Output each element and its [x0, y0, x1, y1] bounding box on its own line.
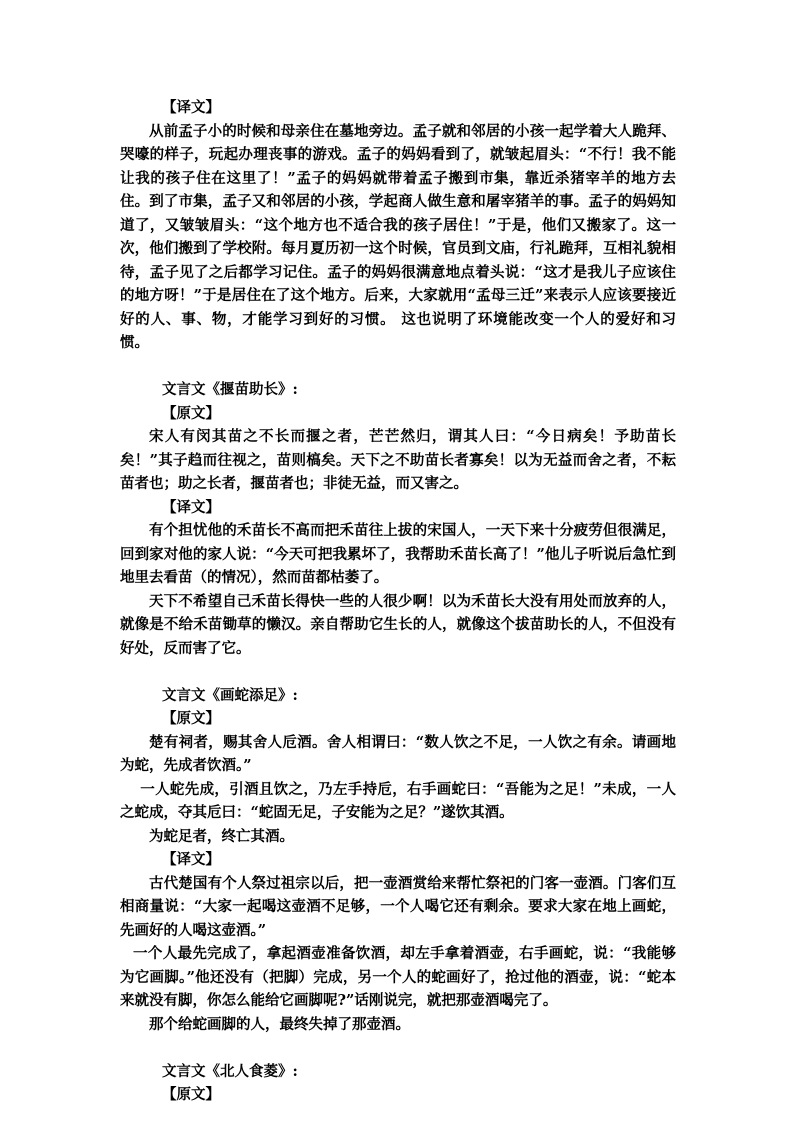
translation-paragraph: 那个给蛇画脚的人，最终失掉了那壶酒。: [149, 1015, 410, 1033]
translation-paragraph: 有个担忧他的禾苗长不高而把禾苗往上拔的宋国人，一天下来十分疲劳但很满足，回到家对他的家人说：“今天可把我累坏了，我帮助禾苗长高了！”他儿子听说后急忙到地里去看苗（的情况），然而苗都枯萎了。: [120, 522, 676, 586]
section-heading-translation: 【译文】: [162, 851, 220, 868]
translation-paragraph: 古代楚国有个人祭过祖宗以后，把一壶酒赏给来帮忙祭祀的门客一壶酒。门客们互相商量说：“大家一起喝这壶酒不足够，一个人喝它还有剩余。要求大家在地上画蛇，先画好的人喝这壶酒。”: [120, 874, 676, 939]
section-heading-original: 【原文】: [162, 710, 220, 727]
original-paragraph: 宋人有闵其苗之不长而揠之者，芒芒然归，谓其人曰：“今日病矣！予助苗长矣！”其子趋而往视之，苗则槁矣。天下之不助苗长者寡矣！以为无益而舍之者，不耘苗者也；助之长者，揠苗者也；非徒无益，而又害之。: [120, 428, 676, 492]
document-body: [120, 96, 676, 1107]
translation-paragraph: 一个人最先完成了，拿起酒壶准备饮酒，却左手拿着酒壶，右手画蛇，说：“我能够为它画脚。”他还没有（把脚）完成，另一个人的蛇画好了，抢过他的酒壶，说：“蛇本来就没有脚，你怎么能给它画脚呢?”话刚说完，就把那壶酒喝完了。: [120, 945, 676, 1009]
section-heading-original: 【原文】: [162, 1086, 220, 1103]
section-title: 文言文《北人食菱》:: [162, 1062, 298, 1080]
original-paragraph: 为蛇足者，终亡其酒。: [149, 827, 294, 845]
translation-paragraph: 天下不希望自己禾苗长得快一些的人很少啊！以为禾苗长大没有用处而放弃的人，就像是不给禾苗锄草的懒汉。亲自帮助它生长的人，就像这个拔苗助长的人，不但没有好处，反而害了它。: [120, 592, 676, 657]
original-paragraph: 一人蛇先成，引酒且饮之，乃左手持卮，右手画蛇曰：“吾能为之足！”未成，一人之蛇成，夺其卮曰：“蛇固无足，子安能为之足？”遂饮其酒。: [120, 780, 676, 821]
section-heading-translation: 【译文】: [162, 99, 220, 116]
section-heading-original: 【原文】: [162, 404, 220, 422]
original-paragraph: 楚有祠者，赐其舍人卮酒。舍人相谓曰：“数人饮之不足，一人饮之有余。请画地为蛇，先成者饮酒。”: [120, 733, 676, 774]
section-title: 文言文《揠苗助长》:: [162, 381, 298, 398]
section-title: 文言文《画蛇添足》:: [162, 686, 298, 704]
section-heading-translation: 【译文】: [162, 498, 220, 516]
translation-paragraph: 从前孟子小的时候和母亲住在墓地旁边。孟子就和邻居的小孩一起学着大人跪拜、哭嚎的样子，玩起办理丧事的游戏。孟子的妈妈看到了，就皱起眉头：“不行！我不能让我的孩子住在这里了！”孟子的妈妈就带着孟子搬到市集，靠近杀猪宰羊的地方去住。到了市集，孟子又和邻居的小孩，学起商人做生意和屠宰猪羊的事。孟子的妈妈知道了，又皱皱眉头：“这个地方也不适合我的孩子居住！”于是，他们又搬家了。这一次，他们搬到了学校附。每月夏历初一这个时候，官员到文庙，行礼跪拜，互相礼貌相待，孟子见了之后都学习记住。孟子的妈妈很满意地点着头说：“这才是我儿子应该住的地方呀！”于是居住在了这个地方。后来，大家就用“孟母三迁”来表示人应该要接近好的人、事、物，才能学习到好的习惯。 这也说明了环境能改变一个人的爱好和习惯。: [120, 122, 676, 351]
